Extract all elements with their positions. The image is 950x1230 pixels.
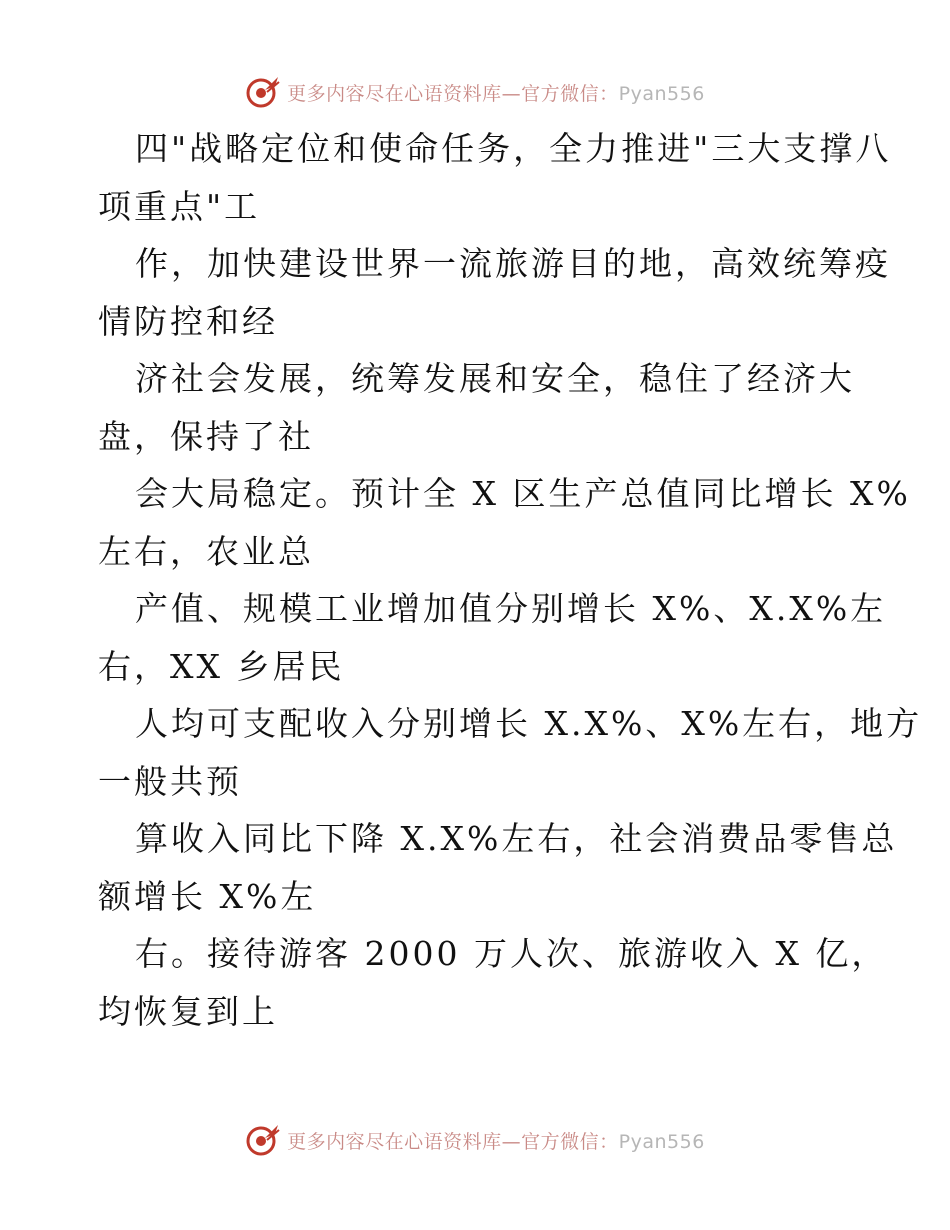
text-line: 额增长 X%左: [98, 876, 317, 916]
watermark-text: [287, 1127, 705, 1154]
text-line: 左右，农业总: [98, 531, 314, 571]
text-line: 济社会发展，统筹发展和安全，稳住了经济大: [135, 359, 855, 398]
text-line: 会大局稳定。预计全 X 区生产总值同比增长 X%: [135, 474, 911, 513]
text-line: 右。接待游客 2000 万人次、旅游收入 X 亿，: [135, 934, 888, 973]
watermark-label: 更多内容尽在心语资料库—官方微信：: [287, 1130, 619, 1153]
watermark-wechat-id: Pyan556: [618, 1130, 705, 1153]
header-watermark: [0, 72, 950, 112]
footer-watermark: [0, 1120, 950, 1160]
text-line: 盘，保持了社: [98, 416, 314, 456]
text-line: 均恢复到上: [98, 991, 278, 1031]
watermark-wechat-id: Pyan556: [618, 82, 705, 105]
text-line: 人均可支配收入分别增长 X.X%、X%左右，地方: [135, 704, 923, 743]
watermark-text: [287, 79, 705, 106]
text-line: 项重点"工: [98, 186, 261, 226]
text-line: 右，XX 乡居民: [98, 646, 345, 686]
text-line: 产值、规模工业增加值分别增长 X%、X.X%左: [135, 589, 887, 628]
document-body: [98, 120, 923, 1040]
text-line: 作，加快建设世界一流旅游目的地，高效统筹疫: [135, 244, 891, 283]
text-line: 算收入同比下降 X.X%左右，社会消费品零售总: [135, 819, 898, 858]
quill-logo-icon: [245, 74, 281, 110]
text-line: 四"战略定位和使命任务，全力推进"三大支撑八: [135, 129, 892, 168]
watermark-label: 更多内容尽在心语资料库—官方微信：: [287, 82, 619, 105]
quill-logo-icon: [245, 1122, 281, 1158]
text-line: 情防控和经: [98, 301, 278, 341]
text-line: 一般共预: [98, 761, 242, 801]
